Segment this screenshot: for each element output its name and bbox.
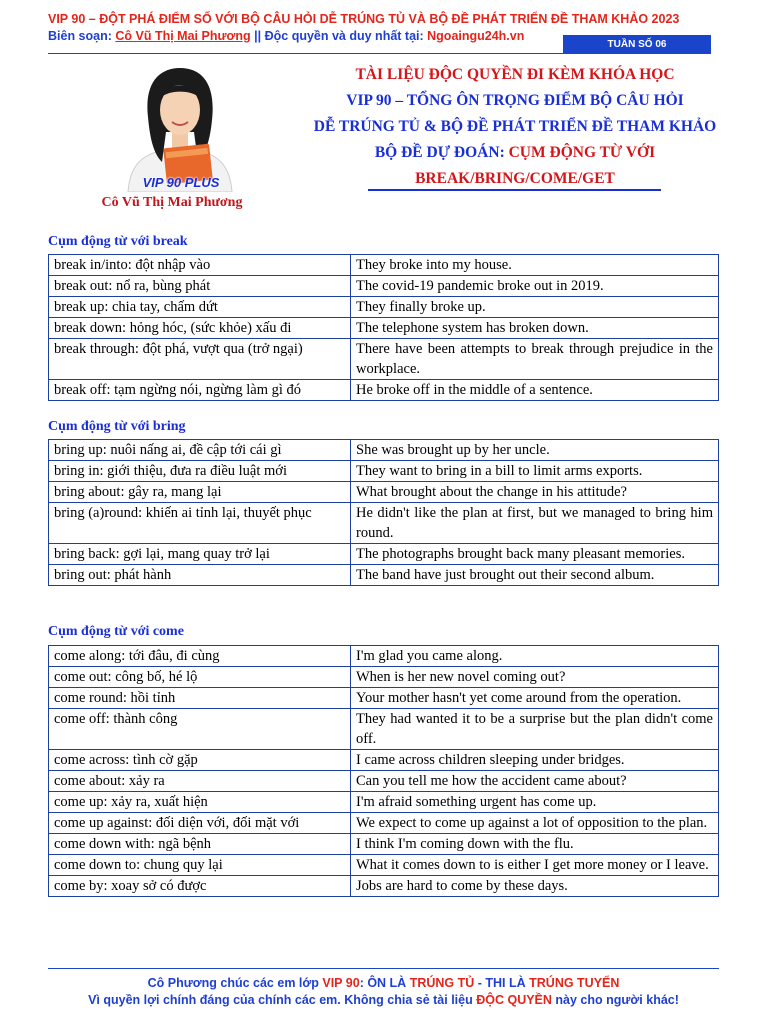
example-cell: The photographs brought back many pleasant memories. (351, 544, 719, 565)
title-line-4-topic: CỤM ĐỘNG TỪ VỚI (508, 144, 656, 161)
exclusive-label: || Độc quyền và duy nhất tại: (250, 29, 428, 43)
footer-text: Vì quyền lợi chính đáng của chính các em. Không chia sẻ tài liệu (88, 993, 477, 1007)
phrase-cell: come by: xoay sở có được (49, 876, 351, 897)
phrase-cell: come off: thành công (49, 709, 351, 750)
phrase-cell: come out: công bố, hé lộ (49, 667, 351, 688)
phrase-cell: come up: xảy ra, xuất hiện (49, 792, 351, 813)
title-line-3: DỄ TRÚNG TỦ & BỘ ĐỀ PHÁT TRIỂN ĐỀ THAM KHẢO (313, 118, 717, 135)
phrase-cell: break out: nổ ra, bùng phát (49, 276, 351, 297)
table-row (49, 646, 719, 667)
table-row (49, 792, 719, 813)
teacher-photo (120, 62, 240, 192)
document-title (300, 62, 730, 192)
example-cell: The band have just brought out their second album. (351, 565, 719, 586)
phrase-cell: break down: hỏng hóc, (sức khỏe) xấu đi (49, 318, 351, 339)
footer-text: VIP 90 (322, 976, 360, 990)
phrase-cell: bring up: nuôi nấng ai, đề cập tới cái gì (49, 440, 351, 461)
footer-text: TRÚNG TUYỂN (529, 976, 620, 990)
teacher-name: Cô Vũ Thị Mai Phương (101, 195, 243, 210)
phrase-cell: break up: chia tay, chấm dứt (49, 297, 351, 318)
table-row (49, 565, 719, 586)
table-row (49, 544, 719, 565)
example-cell: Jobs are hard to come by these days. (351, 876, 719, 897)
section-title-break: Cụm động từ với break (48, 234, 188, 249)
footer-slogan (48, 976, 719, 990)
header-title: VIP 90 – ĐỘT PHÁ ĐIỂM SỐ VỚI BỘ CÂU HỎI DỄ TRÚNG TỦ VÀ BỘ ĐỀ PHÁT TRIỂN ĐỀ THAM KHẢO 2023 (48, 12, 680, 26)
example-cell: What brought about the change in his attitude? (351, 482, 719, 503)
phrase-cell: come down with: ngã bệnh (49, 834, 351, 855)
footer-text: - THI LÀ (474, 976, 530, 990)
example-cell: They broke into my house. (351, 255, 719, 276)
example-cell: I think I'm coming down with the flu. (351, 834, 719, 855)
table-row (49, 834, 719, 855)
table-row (49, 876, 719, 897)
example-cell: The telephone system has broken down. (351, 318, 719, 339)
phrase-cell: come round: hồi tỉnh (49, 688, 351, 709)
example-cell: There have been attempts to break through prejudice in the workplace. (351, 339, 719, 380)
phrase-cell: bring in: giới thiệu, đưa ra điều luật mới (49, 461, 351, 482)
example-cell: When is her new novel coming out? (351, 667, 719, 688)
table-come (48, 645, 719, 897)
table-row (49, 255, 719, 276)
example-cell: We expect to come up against a lot of opposition to the plan. (351, 813, 719, 834)
table-row (49, 276, 719, 297)
table-row (49, 688, 719, 709)
phrase-cell: come across: tình cờ gặp (49, 750, 351, 771)
footer-divider (48, 968, 719, 969)
table-row (49, 318, 719, 339)
table-bring (48, 439, 719, 586)
example-cell: He didn't like the plan at first, but we managed to bring him round. (351, 503, 719, 544)
phrase-cell: come down to: chung quy lại (49, 855, 351, 876)
table-row (49, 813, 719, 834)
table-break (48, 254, 719, 401)
table-row (49, 855, 719, 876)
table-row (49, 771, 719, 792)
example-cell: He broke off in the middle of a sentence. (351, 380, 719, 401)
author-link[interactable]: Cô Vũ Thị Mai Phương (115, 29, 251, 43)
title-line-4-prefix: BỘ ĐỀ DỰ ĐOÁN: (374, 144, 509, 161)
example-cell: What it comes down to is either I get more money or I leave. (351, 855, 719, 876)
example-cell: Your mother hasn't yet come around from the operation. (351, 688, 719, 709)
example-cell: The covid-19 pandemic broke out in 2019. (351, 276, 719, 297)
table-row (49, 380, 719, 401)
example-cell: They finally broke up. (351, 297, 719, 318)
vip-badge: VIP 90 PLUS (142, 175, 220, 190)
phrase-cell: come about: xảy ra (49, 771, 351, 792)
table-row (49, 750, 719, 771)
table-row (49, 339, 719, 380)
example-cell: They had wanted it to be a surprise but the plan didn't come off. (351, 709, 719, 750)
example-cell: Can you tell me how the accident came about? (351, 771, 719, 792)
section-title-bring: Cụm động từ với bring (48, 419, 186, 434)
phrase-cell: break through: đột phá, vượt qua (trở ngại) (49, 339, 351, 380)
footer-text: : ÔN LÀ (359, 976, 410, 990)
table-row (49, 709, 719, 750)
table-row (49, 461, 719, 482)
header-divider (48, 53, 563, 54)
section-title-come: Cụm động từ với come (48, 624, 184, 639)
footer-text: Cô Phương chúc các em lớp (147, 976, 323, 990)
footer-text: này cho người khác! (551, 993, 679, 1007)
phrase-cell: come along: tới đâu, đi cùng (49, 646, 351, 667)
title-line-5: BREAK/BRING/COME/GET (415, 170, 615, 187)
phrase-cell: bring back: gợi lại, mang quay trở lại (49, 544, 351, 565)
example-cell: They want to bring in a bill to limit arms exports. (351, 461, 719, 482)
week-badge: TUẦN SỐ 06 (563, 35, 711, 54)
phrase-cell: bring out: phát hành (49, 565, 351, 586)
title-line-2: VIP 90 – TỔNG ÔN TRỌNG ĐIỂM BỘ CÂU HỎI (346, 92, 684, 109)
table-row (49, 297, 719, 318)
phrase-cell: break in/into: đột nhập vào (49, 255, 351, 276)
site-link[interactable]: Ngoaingu24h.vn (427, 29, 525, 43)
example-cell: I'm afraid something urgent has come up. (351, 792, 719, 813)
title-line-1: TÀI LIỆU ĐỘC QUYỀN ĐI KÈM KHÓA HỌC (355, 66, 675, 83)
phrase-cell: bring about: gây ra, mang lại (49, 482, 351, 503)
phrase-cell: come up against: đối diện với, đối mặt với (49, 813, 351, 834)
example-cell: She was brought up by her uncle. (351, 440, 719, 461)
footer-notice (48, 993, 719, 1007)
table-row (49, 440, 719, 461)
title-line-4 (300, 140, 730, 166)
phrase-cell: bring (a)round: khiến ai tỉnh lại, thuyết phục (49, 503, 351, 544)
phrase-cell: break off: tạm ngừng nói, ngừng làm gì đó (49, 380, 351, 401)
footer-text: TRÚNG TỦ (409, 976, 475, 990)
title-underline (368, 189, 661, 191)
example-cell: I'm glad you came along. (351, 646, 719, 667)
table-row (49, 667, 719, 688)
table-row (49, 503, 719, 544)
table-row (49, 482, 719, 503)
footer-text: ĐỘC QUYỀN (476, 993, 552, 1007)
compiled-label: Biên soạn: (48, 29, 116, 43)
example-cell: I came across children sleeping under bridges. (351, 750, 719, 771)
